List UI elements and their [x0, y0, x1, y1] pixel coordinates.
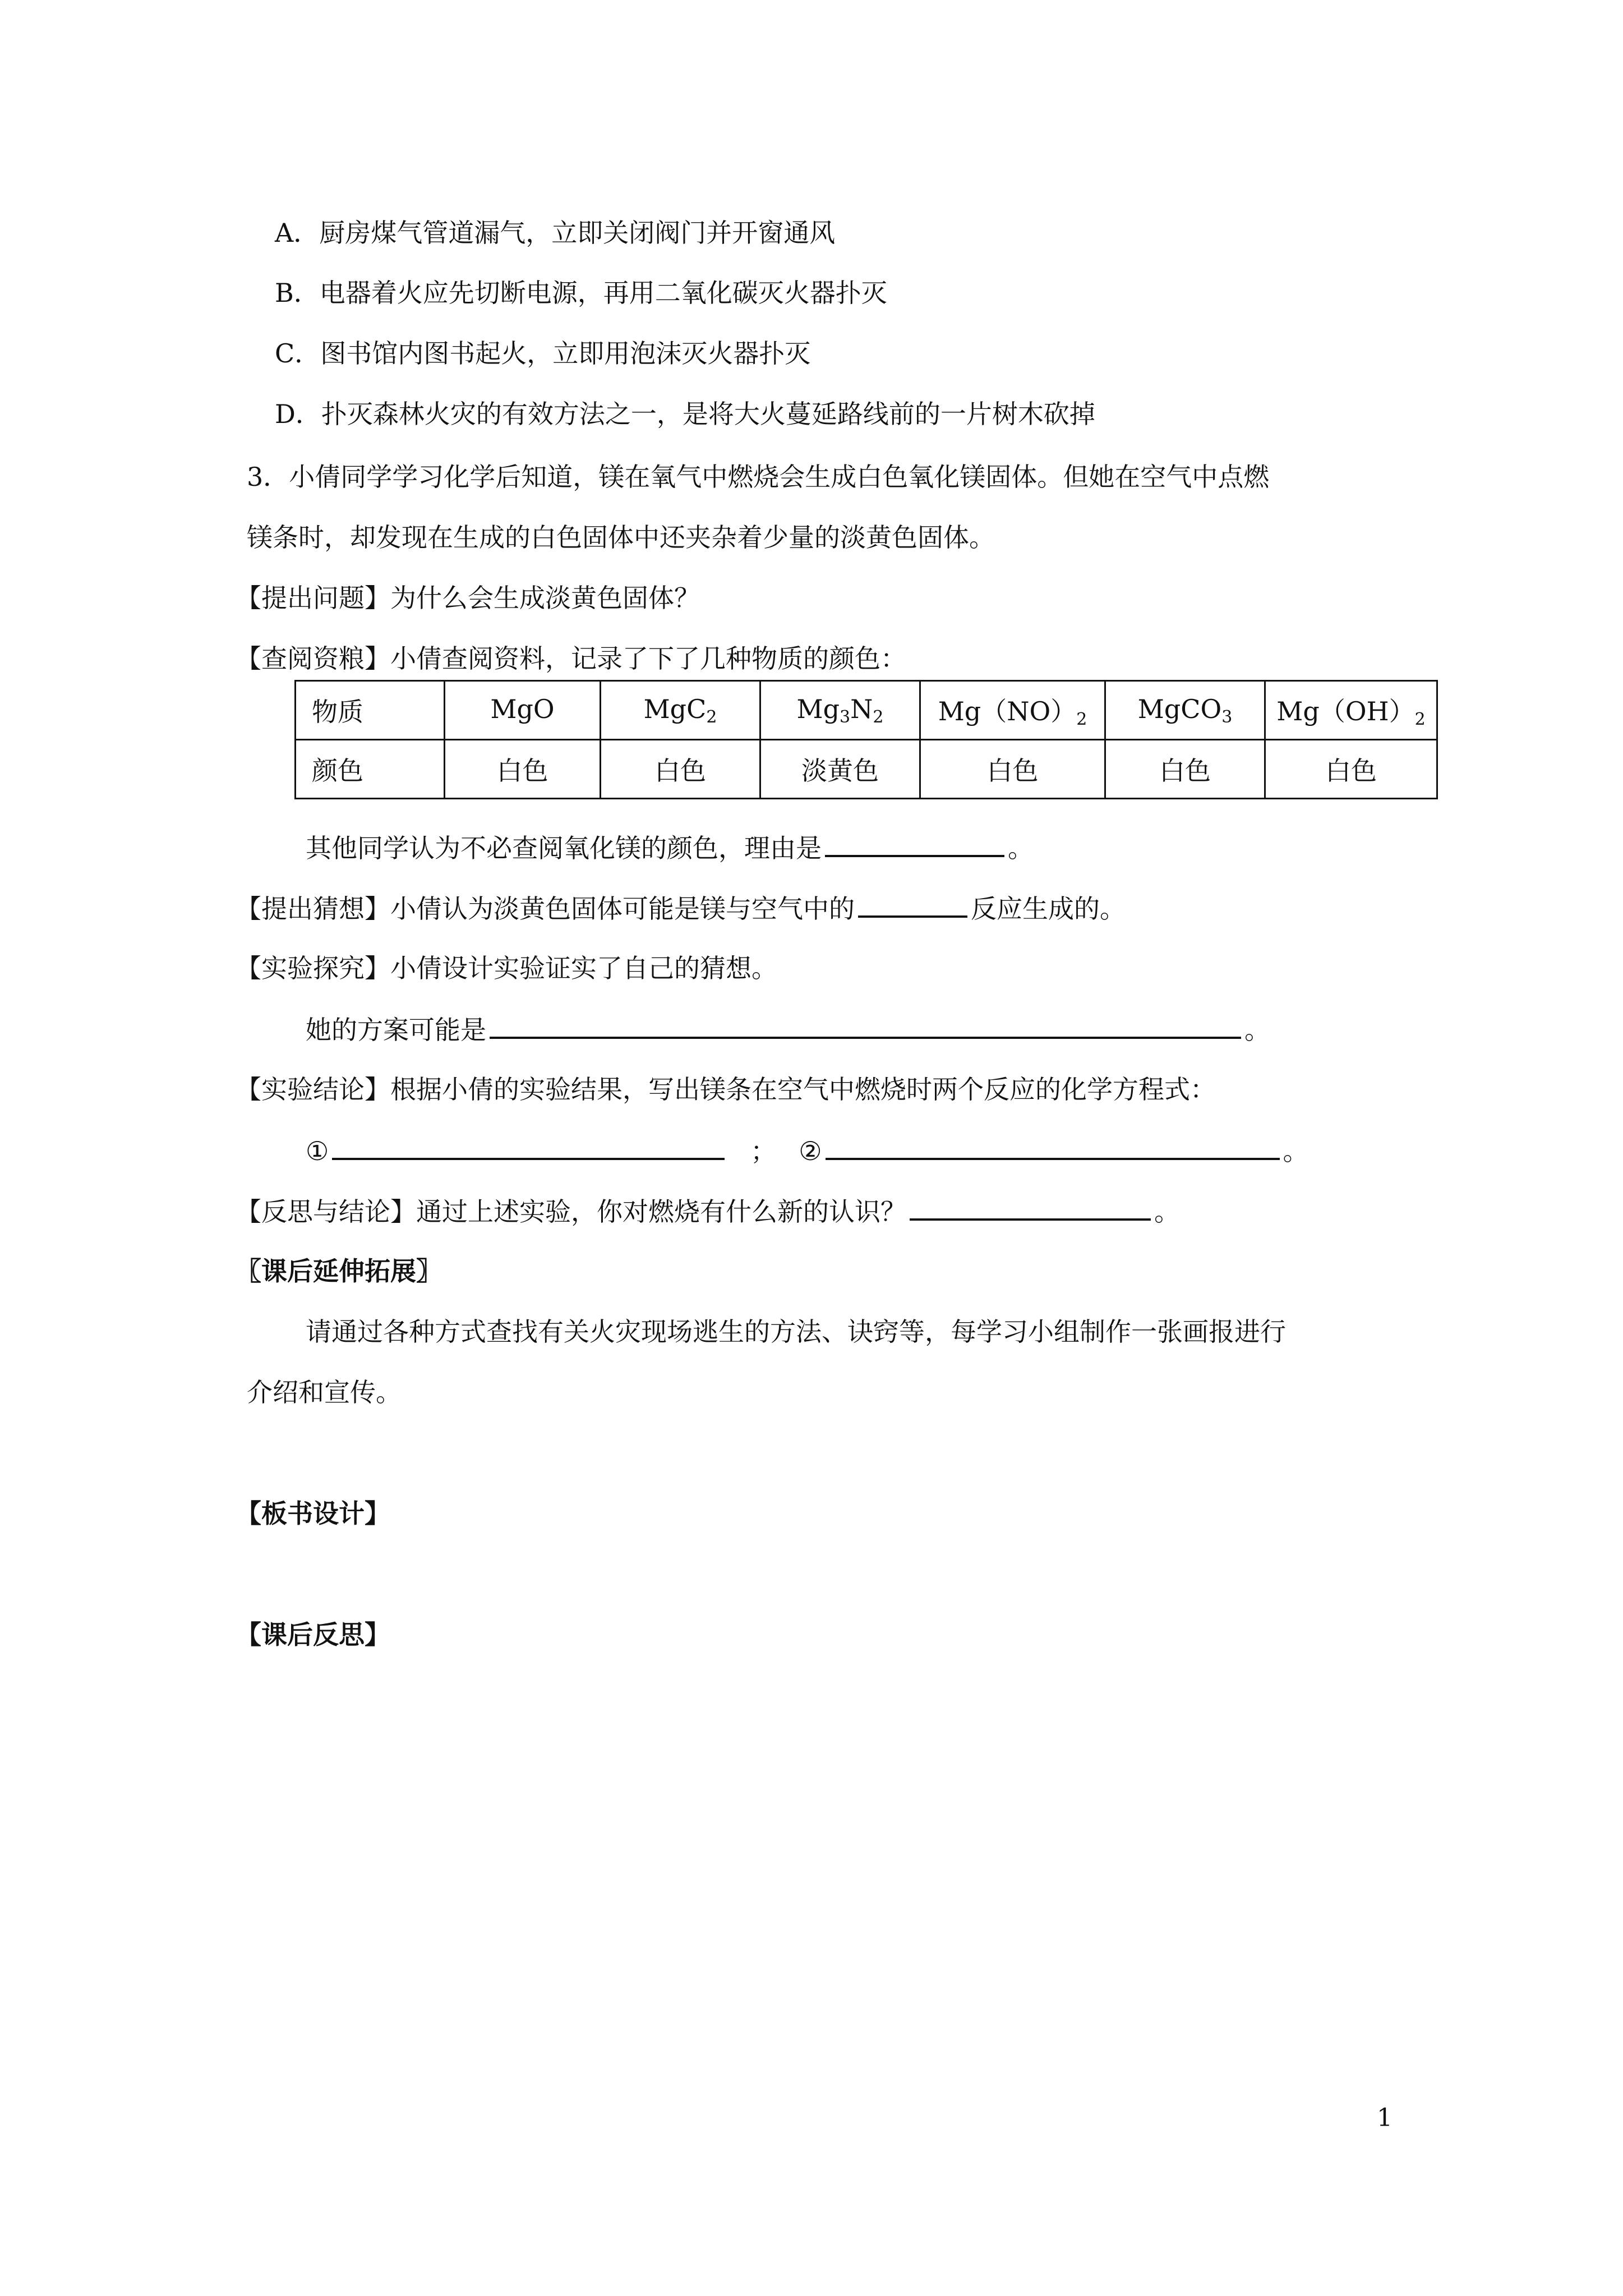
experiment-line: [236, 951, 777, 985]
substance-cell: MgC$_2$: [601, 681, 760, 740]
substance-cell: MgO: [445, 681, 601, 740]
problem-text: 为什么会生成淡黄色固体？: [390, 583, 700, 613]
reflection-line: 【反思与结论】通过上述实验，你对燃烧有什么新的认识？ 。: [236, 1194, 1180, 1228]
research-tag: 【查阅资粮】: [236, 643, 390, 674]
option-d: D．扑灭森林火灾的有效方法之一，是将大火蔓延路线前的一片树木砍掉: [275, 399, 1095, 429]
research-text: 小倩查阅资料，记录了下了几种物质的颜色：: [390, 643, 906, 674]
option-c: C．图书馆内图书起火，立即用泡沫灭火器扑灭: [275, 338, 811, 369]
experiment-text: 小倩设计实验证实了自己的猜想。: [390, 953, 777, 983]
substance-cell: $Mg(NO)_2$: [920, 681, 1105, 740]
experiment-tag: 【实验探究】: [236, 953, 390, 983]
color-cell: 白色: [1105, 740, 1265, 799]
color-cell: 白色: [445, 740, 601, 799]
hypothesis-text: 小倩认为淡黄色固体可能是镁与空气中的: [390, 894, 855, 924]
plan-text: 她的方案可能是: [306, 1015, 486, 1045]
extension-line-2: 介绍和宣传。: [247, 1377, 402, 1407]
hypothesis-line: 【提出猜想】小倩认为淡黄色固体可能是镁与空气中的 反应生成的。: [236, 891, 1126, 926]
color-cell: 淡黄色: [760, 740, 920, 799]
row-label-color: 颜色: [296, 740, 445, 799]
extension-line-1: 请通过各种方式查找有关火灾现场逃生的方法、诀窍等，每学习小组制作一张画报进行: [306, 1317, 1286, 1347]
table-row: [296, 740, 1437, 799]
table-row: [296, 681, 1437, 740]
substance-cell: MgCO$_3$: [1105, 681, 1265, 740]
extension-heading: 〖课后延伸拓展〗: [236, 1256, 442, 1286]
after-class-reflection-heading: 【课后反思】: [236, 1619, 390, 1650]
plan-line: 她的方案可能是 。: [306, 1012, 1270, 1047]
option-a: A．厨房煤气管道漏气，立即关闭阀门并开窗通风: [275, 218, 836, 248]
hypothesis-tag: 【提出猜想】: [236, 894, 390, 924]
board-design-heading: 【板书设计】: [236, 1498, 390, 1529]
substance-color-table: [294, 680, 1438, 799]
reflection-tag: 【反思与结论】: [236, 1197, 416, 1227]
color-cell: 白色: [920, 740, 1105, 799]
reactant-blank[interactable]: [858, 891, 967, 918]
conclusion-tag: 【实验结论】: [236, 1074, 390, 1105]
equation-2-blank[interactable]: [826, 1133, 1280, 1160]
question-3-line-2: 镁条时，却发现在生成的白色固体中还夹杂着少量的淡黄色固体。: [247, 522, 995, 553]
row-label-substance: 物质: [296, 681, 445, 740]
page-number: 1: [1377, 2104, 1393, 2132]
option-b: B．电器着火应先切断电源，再用二氧化碳灭火器扑灭: [275, 278, 887, 308]
color-cell: 白色: [1265, 740, 1437, 799]
reflection-text: 通过上述实验，你对燃烧有什么新的认识？: [416, 1197, 906, 1227]
plan-blank[interactable]: [490, 1012, 1241, 1039]
substance-cell: $Mg_3N_2$: [760, 681, 920, 740]
substance-cell: $Mg(OH)_2$: [1265, 681, 1437, 740]
conclusion-line: [236, 1073, 1216, 1106]
other-students-line: 其他同学认为不必查阅氧化镁的颜色，理由是 。: [306, 830, 1034, 865]
reflection-blank[interactable]: [910, 1194, 1151, 1221]
equations-line: ① ； ② 。: [306, 1133, 1309, 1168]
color-cell: 白色: [601, 740, 760, 799]
other-students-text: 其他同学认为不必查阅氧化镁的颜色，理由是: [306, 833, 822, 863]
equation-1-blank[interactable]: [332, 1133, 725, 1160]
reason-blank[interactable]: [825, 830, 1004, 857]
question-3-line-1: 3．小倩同学学习化学后知道，镁在氧气中燃烧会生成白色氧化镁固体。但她在空气中点燃: [247, 462, 1270, 492]
problem-line: [236, 581, 700, 615]
problem-tag: 【提出问题】: [236, 583, 390, 613]
conclusion-text: 根据小倩的实验结果，写出镁条在空气中燃烧时两个反应的化学方程式：: [390, 1074, 1216, 1105]
research-line: [236, 642, 906, 675]
